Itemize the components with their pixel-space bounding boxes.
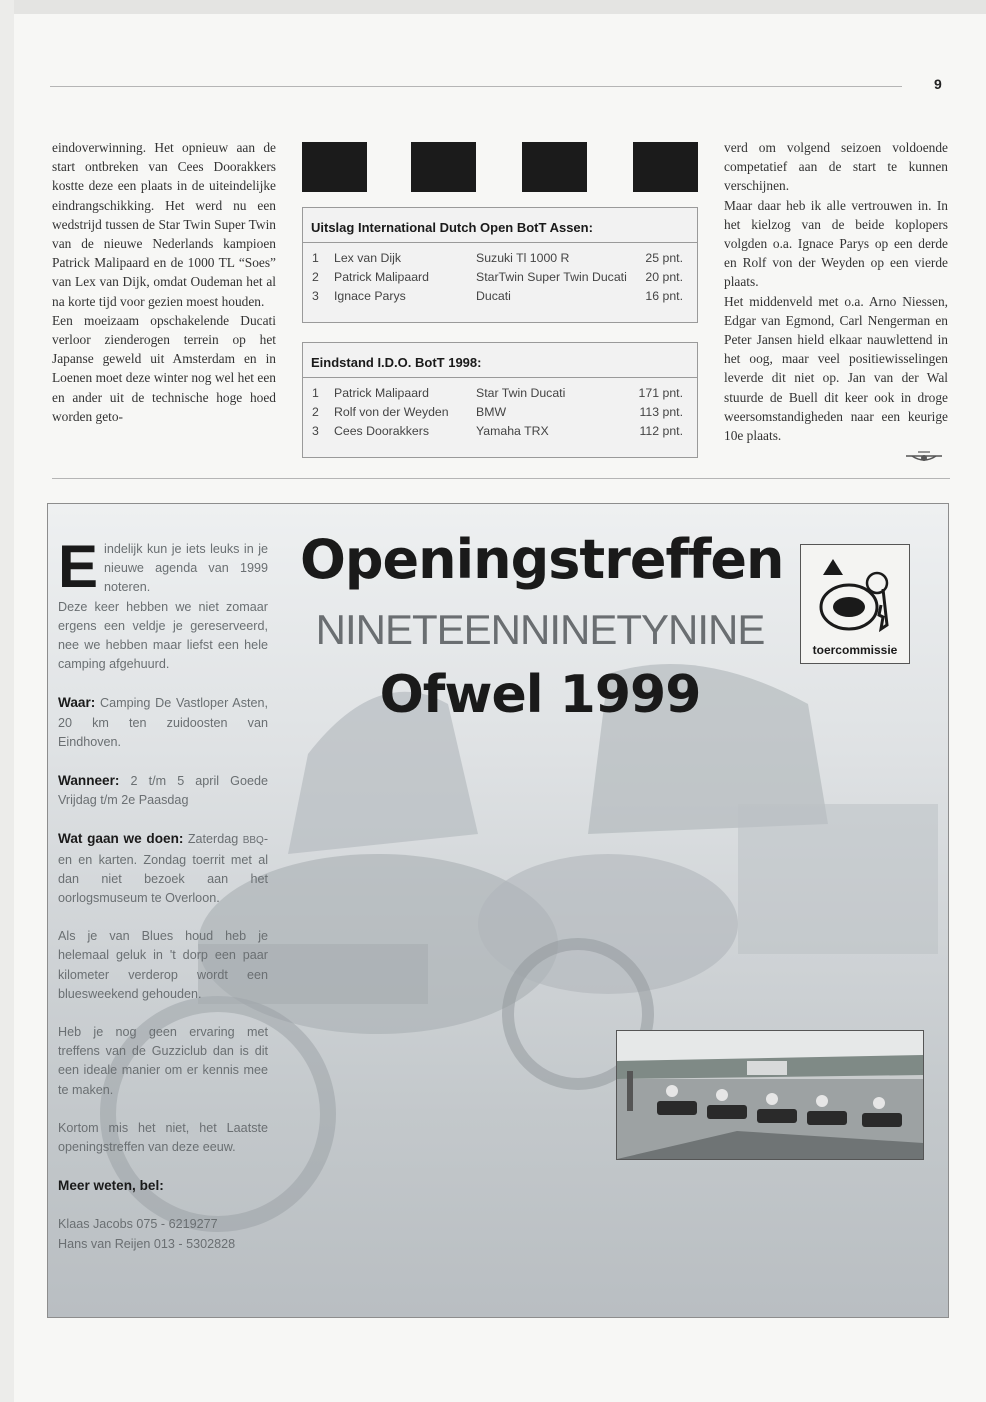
contact-line: Klaas Jacobs 075 - 6219277 [58, 1217, 218, 1232]
wanneer-paragraph [58, 771, 268, 810]
page-edge-left [0, 0, 14, 1402]
bike: Yamaha TRX [476, 424, 549, 438]
black-blocks [302, 142, 698, 192]
results-row [303, 424, 697, 443]
results-row [303, 270, 697, 289]
kortom-paragraph: Kortom mis het niet, het Laatste openingstreffen van deze eeuw. [58, 1120, 268, 1155]
black-block [411, 142, 476, 192]
bike: Ducati [476, 289, 511, 303]
karting-photo [616, 1030, 924, 1160]
tent-keychain-icon [801, 545, 909, 641]
bike: Suzuki Tl 1000 R [476, 251, 570, 265]
rider-name: Rolf von der Weyden [334, 405, 449, 419]
paragraph: eindoverwinning. Het opnieuw aan de start ontbreken van Cees Doorakkers kostte deze een plaats in de uiteindelijke eindrangschikking. Het werd nu een wedstrijd tussen de Star Twin Super Twin van de nieuwe Nederlands kampioen Patrick Malipaard en de 1000 TL “Soes” van Lex van Dijk, omdat Oudeman het al na korte tijd voor gezien moest houden. [52, 140, 276, 309]
ad-headline: Openingstreffen [300, 528, 784, 591]
wat-text: Zaterdag [187, 832, 239, 847]
rider-name: Ignace Parys [334, 289, 406, 303]
bbq-text: BBQ [242, 835, 264, 847]
article-right-column [724, 138, 948, 445]
results-title: Uitslag International Dutch Open BotT Assen: [311, 220, 593, 235]
wanneer-label: Wanneer: [58, 773, 120, 789]
position: 3 [312, 424, 319, 438]
contact-heading [58, 1176, 268, 1196]
points: 20 pnt. [645, 270, 683, 284]
position: 2 [312, 405, 319, 419]
wat-label: Wat gaan we doen: [58, 831, 184, 847]
waar-label: Waar: [58, 695, 96, 711]
position: 2 [312, 270, 319, 284]
results-row [303, 405, 697, 424]
paragraph: verd om volgend seizoen voldoende competatief aan de start te kunnen verschijnen. [724, 140, 948, 194]
results-box-eindstand [302, 342, 698, 458]
drop-cap: E [58, 533, 99, 600]
points: 112 pnt. [639, 424, 683, 438]
bike: BMW [476, 405, 507, 419]
waar-text: Camping De Vastloper Asten, 20 km ten zuidoosten van Eindhoven. [58, 696, 269, 749]
bike: Star Twin Ducati [476, 386, 566, 400]
results-box-uitslag [302, 207, 698, 323]
points: 171 pnt. [638, 386, 683, 400]
logo-label: toercommissie [812, 643, 898, 657]
results-row [303, 251, 697, 270]
points: 25 pnt. [645, 251, 683, 265]
rider-name: Cees Doorakkers [334, 424, 429, 438]
position: 3 [312, 289, 319, 303]
intro-paragraph-2: Deze keer hebben we niet zomaar ergens een veldje je gereserveerd, nee we hebben maar liefst een hele camping afgehuurd. [58, 599, 268, 672]
ad-headline-year: Ofwel 1999 [379, 665, 701, 725]
waar-paragraph [58, 693, 268, 752]
wanneer-text: 2 t/m 5 april Goede Vrijdag t/m 2e Paasdag [58, 774, 268, 808]
rider-name: Patrick Malipaard [334, 270, 429, 284]
page-edge [0, 0, 986, 14]
position: 1 [312, 386, 319, 400]
results-row [303, 386, 697, 405]
wat-text-3: Zondag toerrit met al dan niet bezoek aan het oorlogsmuseum te Overloon. [58, 852, 268, 906]
paragraph: Maar daar heb ik alle vertrouwen in. In het kielzog van de beide koplopers volgden o.a. Ignace Parys op een derde en Rolf von der Weyden op een vierde plaats. [724, 197, 948, 290]
results-title: Eindstand I.D.O. BotT 1998: [311, 355, 482, 370]
wat-text-2: -en en karten. [58, 832, 269, 867]
rider-name: Patrick Malipaard [334, 386, 429, 400]
motorcycle-end-icon [904, 448, 944, 466]
wat-paragraph [58, 829, 268, 908]
karting-scene [617, 1031, 923, 1159]
paragraph: Een moeizaam opschakelende Ducati verloor zienderogen terrein op het Japanse geweld uit Amsterdam en in Loenen moet deze winter nog wel het een en ander uit de technische hoge hoed worden geto- [52, 312, 276, 424]
points: 16 pnt. [645, 289, 683, 303]
results-row [303, 289, 697, 308]
rider-name: Lex van Dijk [334, 251, 401, 265]
section-rule [52, 478, 950, 479]
position: 1 [312, 251, 319, 265]
ad-subheadline: NINETEENNINETYNINE [315, 606, 765, 653]
black-block [302, 142, 367, 192]
toercommissie-logo [800, 544, 910, 664]
points: 113 pnt. [639, 405, 683, 419]
black-block [522, 142, 587, 192]
paragraph: Het middenveld met o.a. Arno Niessen, Edgar van Egmond, Carl Nengerman en Peter Jansen hield elkaar nauwlettend in het oog, maar veel positiewisselingen leverde dit niet op. Jan van der Wal stuurde de Buell dit keer ook in droge weersomstandigheden naar een keurige 10e plaats. [724, 293, 948, 444]
bike: StarTwin Super Twin Ducati [476, 270, 627, 284]
page-number: 9 [934, 76, 942, 92]
contact-line: Hans van Reijen 013 - 5302828 [58, 1236, 236, 1251]
header-rule [50, 86, 902, 87]
ervaring-paragraph: Heb je nog geen ervaring met treffens van de Guzziclub dan is dit een ideale manier om er kennis mee te maken. [58, 1025, 268, 1097]
meer-label: Meer weten, bel: [58, 1178, 164, 1194]
intro-text: indelijk kun je iets leuks in je nieuwe agenda van 1999 noteren. [104, 542, 268, 595]
intro-paragraph [58, 533, 268, 600]
article-left-column [52, 138, 276, 426]
ad-text-column [58, 533, 269, 1254]
blues-paragraph: Als je van Blues houd heb je helemaal geluk in 't dorp een paar kilometer verderop wordt een bluesweekend gehouden. [58, 929, 268, 1001]
black-block [633, 142, 698, 192]
